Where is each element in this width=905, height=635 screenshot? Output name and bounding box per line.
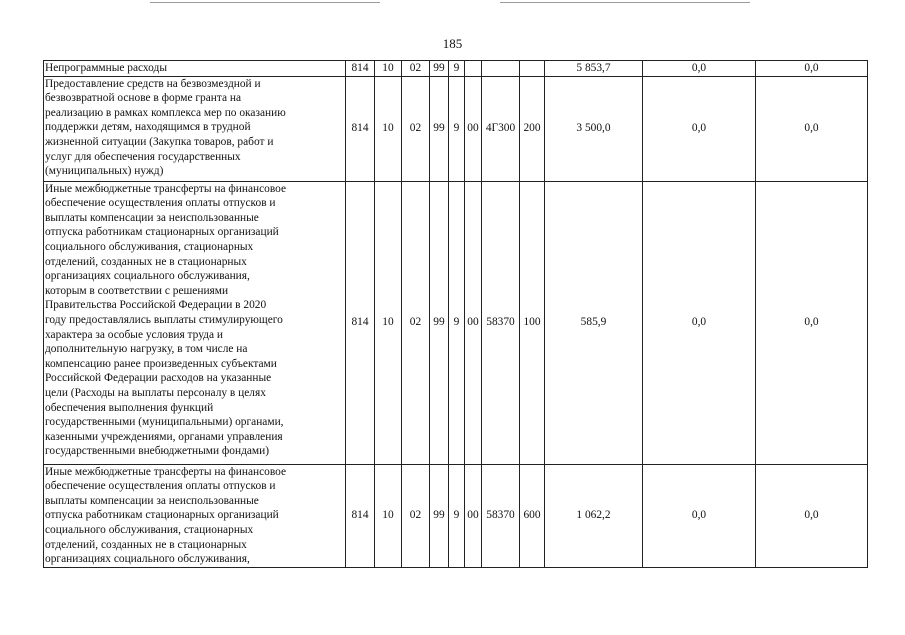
scan-artifact-top-left [150,2,380,3]
direction-code: 58370 [482,181,520,464]
amount-cell: 0,0 [643,464,756,567]
section-code: 10 [375,61,402,77]
amount-cell: 0,0 [643,61,756,77]
subprogram-code: 9 [449,464,465,567]
amount-cell: 0,0 [756,61,868,77]
subsection-code: 02 [402,181,430,464]
subsection-code: 02 [402,61,430,77]
expense-type-code: 100 [520,181,545,464]
table-row [44,464,868,567]
direction-code: 58370 [482,464,520,567]
event-code: 00 [465,76,482,181]
section-code: 10 [375,76,402,181]
amount-cell: 0,0 [643,76,756,181]
event-code [465,61,482,77]
table-row [44,181,868,464]
section-code: 10 [375,181,402,464]
ministry-code: 814 [346,61,375,77]
row-description: Иные межбюджетные трансферты на финансовое обеспечение осуществления оплаты отпусков и выплаты компенсации за неиспользованные отпуска работникам стационарных организаций социального обслуживания, стационарных отделений, созданных не в стационарных организациях социального обслуживания, которым в соответствии с решениями Правительства Российской Федерации в 2020 году предоставлялись выплаты стимулирующего характера за особые условия труда и дополнительную нагрузку, в том числе на компенсацию ранее произведенных субъектами Российской Федерации расходов на указанные цели (Расходы на выплаты персоналу в целях обеспечения выполнения функций государственными (муниципальными) органами, казенными учреждениями, органами управления государственными внебюджетными фондами) [44,181,346,464]
amount-cell: 0,0 [643,181,756,464]
row-description: Иные межбюджетные трансферты на финансовое обеспечение осуществления оплаты отпусков и выплаты компенсации за неиспользованные отпуска работникам стационарных организаций социального обслуживания, стационарных отделений, созданных не в стационарных организациях социального обслуживания, [44,464,346,567]
ministry-code: 814 [346,181,375,464]
expense-type-code [520,61,545,77]
amount-cell: 3 500,0 [545,76,643,181]
amount-cell: 585,9 [545,181,643,464]
direction-code [482,61,520,77]
row-description: Непрограммные расходы [44,61,346,77]
event-code: 00 [465,464,482,567]
scan-artifact-top-right [500,2,750,3]
subprogram-code: 9 [449,61,465,77]
program-code: 99 [430,464,449,567]
table-row [44,61,868,77]
subsection-code: 02 [402,464,430,567]
ministry-code: 814 [346,464,375,567]
direction-code: 4Г300 [482,76,520,181]
amount-cell: 0,0 [756,464,868,567]
table-row [44,76,868,181]
subprogram-code: 9 [449,76,465,181]
program-code: 99 [430,76,449,181]
event-code: 00 [465,181,482,464]
program-code: 99 [430,61,449,77]
expense-type-code: 200 [520,76,545,181]
subsection-code: 02 [402,76,430,181]
amount-cell: 0,0 [756,76,868,181]
budget-table [43,60,868,568]
subprogram-code: 9 [449,181,465,464]
amount-cell: 0,0 [756,181,868,464]
page-number: 185 [442,36,463,51]
amount-cell: 5 853,7 [545,61,643,77]
expense-type-code: 600 [520,464,545,567]
row-description: Предоставление средств на безвозмездной и безвозвратной основе в форме гранта на реализацию в рамках комплекса мер по оказанию поддержки детям, находящимся в трудной жизненной ситуации (Закупка товаров, работ и услуг для обеспечения государственных (муниципальных) нужд) [44,76,346,181]
amount-cell: 1 062,2 [545,464,643,567]
ministry-code: 814 [346,76,375,181]
program-code: 99 [430,181,449,464]
section-code: 10 [375,464,402,567]
